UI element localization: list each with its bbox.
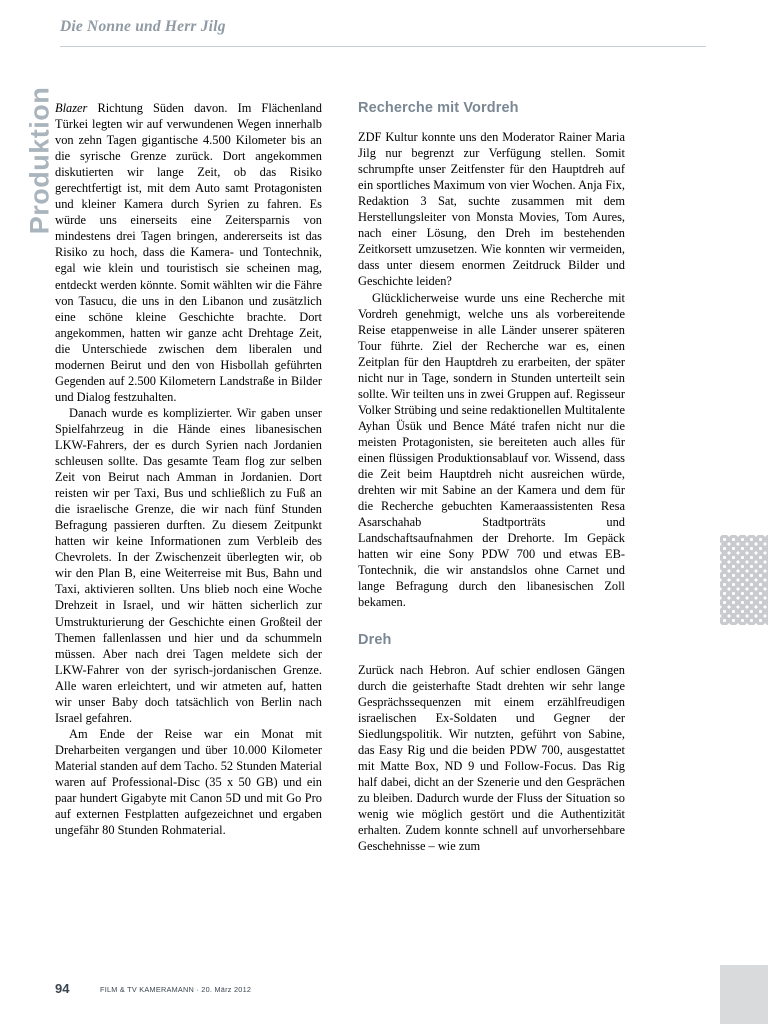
vertical-section-label-text: Produktion [24, 86, 55, 235]
decorative-dot-block [720, 535, 768, 625]
paragraph-text: Richtung Süden davon. Im Flächenland Türkei legten wir auf verwundenen Wegen innerhalb von zehn Tagen gigantische 4.500 Kilometer bis an die syrische Grenze zurück. Dort angekommen diskutierten wir lange Zeit, ob das Risiko gerechtfertigt ist, mit dem Auto samt Protagonisten und kleiner Kamera durch Syrien zu fahren. Es würde uns einerseits eine Zeitersparnis von mindestens drei Tagen bringen, andererseits ist das Risiko zu hoch, dass die Kamera- und Tontechnik, egal wie klein und touristisch sie scheinen mag, entdeckt werden könnte. Somit wählten wir die Fähre von Tasucu, die uns in den Libanon und zusätzlich eine schöne kleine Geschichte brachte. Dort angekommen, hatten wir ganze acht Drehtage Zeit, die Unterschiede zwischen dem liberalen und modernen Beirut und den von Hisbollah geführten Gegenden auf 2.500 Kilometern Landstraße in Bilder und Dialog festzuhalten. [55, 101, 322, 404]
paragraph: Am Ende der Reise war ein Monat mit Dreharbeiten vergangen und über 10.000 Kilometer Material standen auf dem Tacho. 52 Stunden Material waren auf Professional-Disc (35 x 50 GB) und ein paar hundert Gigabyte mit Canon 5D und mit Go Pro auf externen Festplatten aufgezeichnet und ergaben ungefähr 80 Stunden Rohmaterial. [55, 726, 322, 838]
decorative-gray-block [720, 965, 768, 1024]
right-text-column [358, 100, 625, 854]
running-head: Die Nonne und Herr Jilg [60, 18, 226, 35]
section-heading-dreh: Dreh [358, 632, 392, 649]
left-text-column [55, 100, 322, 838]
paragraph: ZDF Kultur konnte uns den Moderator Rainer Maria Jilg nur begrenzt zur Verfügung stellen. Somit schrumpfte unser Zeitfenster für den Hauptdreh auf ein sportliches Maximum von vier Wochen. Anja Fix, Redaktion 3 Sat, suchte zusammen mit dem Herstellungsleiter von Monsta Movies, Tom Aures, nach einer Lösung, den Dreh im bestehenden Zeitkorsett umzusetzen. Wie konnten wir vermeiden, dass unter diesem enormen Zeitdruck Bilder und Geschichte leiden? [358, 130, 625, 289]
paragraph: Danach wurde es komplizierter. Wir gaben unser Spielfahrzeug in die Hände eines libanesischen LKW-Fahrers, der es durch Syrien nach Jordanien schleusen sollte. Das gesamte Team flog zur selben Zeit von Beirut nach Amman in Jordanien. Dort reisten wir per Taxi, Bus und schließlich zu Fuß an die israelische Grenze, die wir nach fünf Stunden Befragung passieren durften. Zu diesem Zeitpunkt hatten wir keine Informationen zum Verbleib des Chevrolets. In der Zwischenzeit überlegten wir, ob wir den Plan B, eine Weiterreise mit Bus, Bahn und Taxi, aktivieren sollten. Uns blieb noch eine Woche Drehzeit in Israel, und wir hätten sicherlich zur Umstrukturierung der Geschichte einen Großteil der Themen fallenlassen und hier und da schummeln müssen. Aber nach drei Tagen meldete sich der LKW-Fahrer von der syrisch-jordanischen Grenze. Alle waren erleichtert, und wir atmeten auf, hatten wir unser Baby doch tatsächlich von Berlin nach Israel gefahren. [55, 405, 322, 725]
emphasis-blazer: Blazer [55, 101, 88, 115]
paragraph [55, 100, 322, 405]
paragraph: Glücklicherweise wurde uns eine Recherche mit Vordreh genehmigt, welche uns als vorbereitende Reise etappenweise in alle Länder unserer späteren Tour führte. Ziel der Recherche war es, einen Zeitplan für den Hauptdreh zu erarbeiten, der später nicht nur in Tage, sondern in Stunden unterteilt sein sollte. Wir teilten uns in zwei Gruppen auf. Regisseur Volker Strübing und seine redaktionellen Multitalente Ayhan Üsük und Bence Máté trafen nicht nur die meisten Protagonisten, sie bereiteten auch alles für einen flüssigen Produktionsablauf vor. Wissend, dass die Zeit beim Hauptdreh nicht ausreichen würde, drehten wir mit Sabine an der Kamera und dem für die Recherche gebuchten Kameraassistenten Resa Asarschahab Stadtporträts und Landschaftsaufnahmen der Drehorte. Im Gepäck hatten wir eine Sony PDW 700 und etwas EB-Tontechnik, die wir anstandslos ohne Carnet und lange Befragung durch den libanesischen Zoll bekamen. [358, 290, 625, 610]
page-number: 94 [55, 981, 70, 996]
section-heading-recherche: Recherche mit Vordreh [358, 100, 519, 116]
footer-publication: FILM & TV KAMERAMANN · 20. März 2012 [100, 985, 252, 994]
header-divider [60, 46, 706, 47]
paragraph: Zurück nach Hebron. Auf schier endlosen Gängen durch die geisterhafte Stadt drehten wir sehr lange Gesprächssequenzen mit einem erzählfreudigen israelischen Ex-Soldaten und Gegner der Siedlungspolitik. Wir nutzten, geführt von Sabine, das Easy Rig und die beiden PDW 700, ausgestattet mit Matte Box, ND 9 und Follow-Focus. Das Rig half dabei, dicht an der Szenerie und den Gesprächen zu bleiben. Dadurch wurde der Fluss der Situation so wenig wie möglich gestört und die Authentizität erhalten. Zudem konnte schnell auf unvorhersehbare Geschehnisse – wie zum [358, 662, 625, 854]
vertical-section-label [0, 0, 60, 320]
